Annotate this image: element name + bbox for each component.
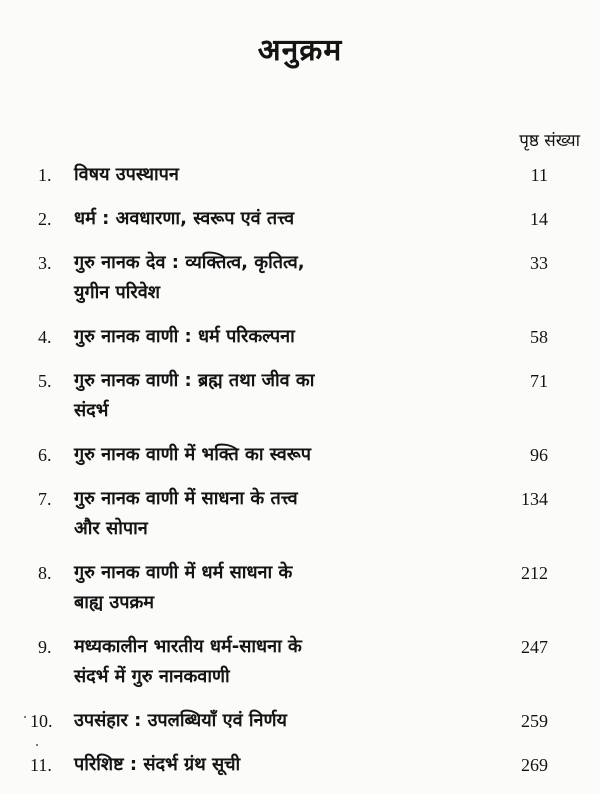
toc-entry-6: [0, 440, 600, 470]
entry-number: 7.: [38, 489, 52, 509]
entry-title: विषय उपस्थापन: [74, 164, 179, 185]
entry-page: 247: [521, 637, 548, 657]
toc-entry-1: [0, 160, 600, 190]
entry-page: 11: [530, 165, 548, 185]
entry-number: 8.: [38, 563, 52, 583]
entry-number: 4.: [38, 327, 52, 347]
toc-entry-7: [0, 484, 600, 544]
entry-title: गुरु नानक वाणी : ब्रह्म तथा जीव का संदर्भ: [74, 370, 315, 421]
toc-entry-8: [0, 558, 600, 618]
toc-entry-2: [0, 204, 600, 234]
toc-entry-5: [0, 366, 600, 426]
entry-number: 9.: [38, 637, 52, 657]
entry-page: 33: [530, 253, 548, 273]
toc-entry-10: [0, 706, 600, 736]
entry-title: गुरु नानक देव : व्यक्तित्व, कृतित्व, युगीन परिवेश: [74, 252, 305, 303]
entry-title: गुरु नानक वाणी में भक्ति का स्वरूप: [74, 444, 312, 465]
toc-entry-11: [0, 750, 600, 780]
entry-page: 14: [530, 209, 548, 229]
entry-page: 269: [521, 755, 548, 775]
entry-title: गुरु नानक वाणी में साधना के तत्त्व और सोपान: [74, 488, 298, 539]
entry-page: 259: [521, 711, 548, 731]
entry-page: 96: [530, 445, 548, 465]
page-number-column-header: पृष्ठ संख्या: [519, 131, 580, 151]
entry-number: 10.: [30, 711, 53, 731]
page-title: अनुक्रम: [257, 33, 343, 68]
table-of-contents: [0, 160, 600, 794]
entry-page: 134: [521, 489, 548, 509]
toc-entry-9: [0, 632, 600, 692]
entry-title: परिशिष्ट : संदर्भ ग्रंथ सूची: [74, 754, 241, 775]
entry-page: 58: [530, 327, 548, 347]
paper-speck: [36, 744, 38, 746]
entry-title: गुरु नानक वाणी : धर्म परिकल्पना: [74, 326, 295, 347]
entry-page: 212: [521, 563, 548, 583]
entry-number: 11.: [30, 755, 52, 775]
entry-title: उपसंहार : उपलब्धियाँ एवं निर्णय: [74, 710, 287, 731]
entry-number: 6.: [38, 445, 52, 465]
entry-title: मध्यकालीन भारतीय धर्म-साधना के संदर्भ में गुरु नानकवाणी: [74, 636, 302, 687]
entry-number: 3.: [38, 253, 52, 273]
entry-page: 71: [530, 371, 548, 391]
entry-title: गुरु नानक वाणी में धर्म साधना के बाह्य उपक्रम: [74, 562, 293, 613]
entry-number: 2.: [38, 209, 52, 229]
toc-entry-3: [0, 248, 600, 308]
entry-title: धर्म : अवधारणा, स्वरूप एवं तत्त्व: [74, 208, 295, 229]
toc-entry-4: [0, 322, 600, 352]
entry-number: 1.: [38, 165, 52, 185]
entry-number: 5.: [38, 371, 52, 391]
paper-speck: [24, 716, 26, 718]
